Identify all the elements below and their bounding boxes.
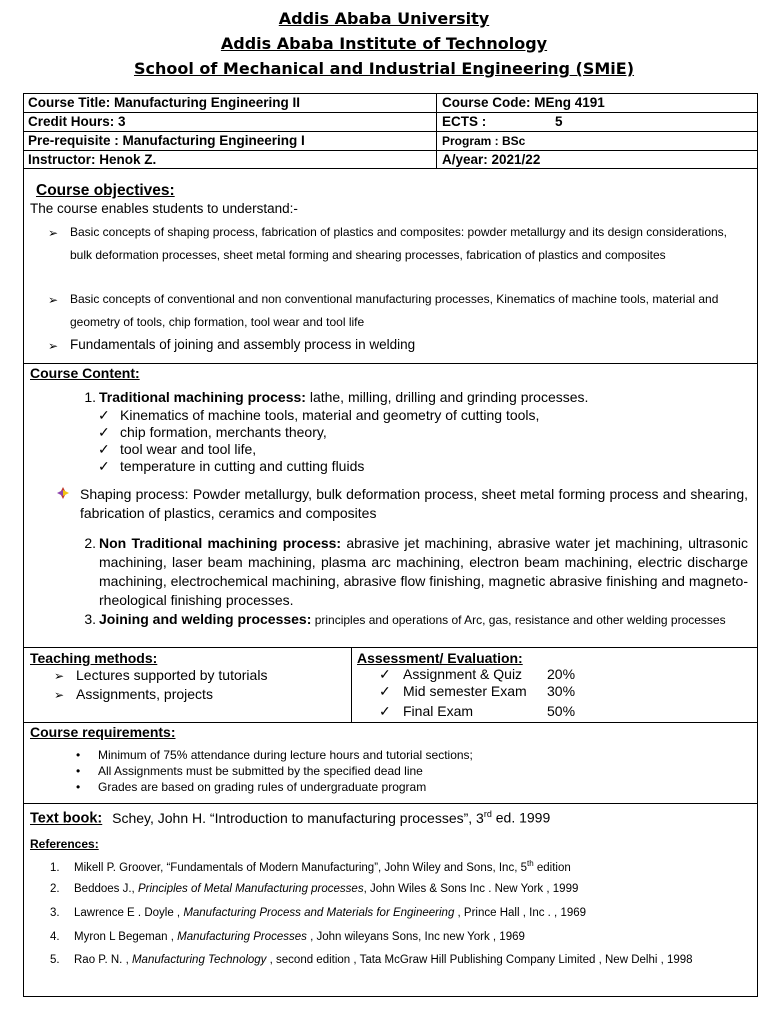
content-item-2 [76, 534, 748, 610]
reference-item: 4. Myron L Begeman , Manufacturing Processes , John wileyans Sons, Inc new York , 1969 [50, 931, 525, 943]
arrow-bullet-icon: ➢ [48, 339, 59, 353]
objectives-title: Course objectives: [36, 182, 175, 199]
check-icon: ✓ [379, 703, 391, 719]
assessment-list [379, 666, 575, 720]
assessment-item: ✓ Final Exam 50% [379, 703, 576, 719]
objective-item: Fundamentals of joining and assembly process in welding [70, 337, 416, 352]
check-icon: ✓ [98, 458, 110, 474]
arrow-bullet-icon: ➢ [54, 669, 65, 683]
list-item: • Minimum of 75% attendance during lecture hours and tutorial sections; [76, 747, 473, 763]
check-item: ✓ tool wear and tool life, [98, 441, 257, 457]
textbook-label: Text book: [30, 810, 103, 827]
references-section [23, 803, 758, 997]
reference-item: 1. Mikell P. Groover, “Fundamentals of Modern Manufacturing”, John Wiley and Sons, Inc, 5th edition [50, 859, 571, 874]
assessment-title: Assessment/ Evaluation: [357, 650, 523, 666]
program: Program : BSc [442, 134, 526, 148]
arrow-bullet-icon: ➢ [48, 226, 59, 240]
reference-item: 2. Beddoes J., Principles of Metal Manufacturing processes, John Wiles & Sons Inc . New York , 1999 [50, 883, 579, 895]
item-heading: Non Traditional machining process: [99, 535, 342, 551]
arrow-bullet-icon: ➢ [54, 688, 65, 702]
item-text: lathe, milling, drilling and grinding processes. [305, 389, 589, 405]
instructor: Instructor: Henok Z. [28, 152, 157, 167]
arrow-bullet-icon: ➢ [48, 293, 59, 307]
course-code: Course Code: MEng 4191 [442, 95, 605, 110]
check-list [98, 407, 539, 475]
list-item: • All Assignments must be submitted by the specified dead line [76, 763, 473, 779]
textbook-text: Schey, John H. “Introduction to manufacturing processes”, 3 [112, 809, 484, 826]
check-item: ✓ Kinematics of machine tools, material and geometry of cutting tools, [98, 407, 540, 423]
reference-item: 3. Lawrence E . Doyle , Manufacturing Process and Materials for Engineering , Prince Hall , Inc . , 1969 [50, 907, 587, 919]
objectives-section [23, 168, 758, 364]
course-content-section [23, 363, 758, 648]
requirements-title: Course requirements: [30, 724, 176, 740]
check-icon: ✓ [98, 407, 110, 423]
shaping-process-text: Shaping process: Powder metallurgy, bulk deformation process, sheet metal forming process and shearing, fabrication of plastics, ceramics and composites [80, 486, 748, 521]
content-item-1 [76, 388, 748, 407]
prerequisite: Pre-requisite : Manufacturing Engineering I [28, 133, 305, 148]
column-divider [351, 648, 352, 722]
teaching-list [54, 666, 267, 704]
requirements-list [76, 747, 473, 795]
item-heading: Joining and welding processes: [99, 611, 312, 627]
check-icon: ✓ [379, 683, 391, 699]
teaching-assessment-table [23, 647, 758, 723]
check-icon: ✓ [98, 441, 110, 457]
assessment-item: ✓ Assignment & Quiz 20% [379, 666, 576, 682]
objectives-intro: The course enables students to understand:- [30, 201, 298, 216]
course-info-table [23, 93, 758, 169]
document-header [0, 6, 768, 81]
assessment-item: ✓ Mid semester Exam 30% [379, 683, 576, 699]
ects-label: ECTS : [442, 114, 487, 129]
item-heading: Traditional machining process: [99, 389, 306, 405]
info-row [24, 113, 757, 132]
info-row [24, 132, 757, 151]
list-item: ➢ Lectures supported by tutorials [54, 667, 268, 683]
content-title: Course Content: [30, 365, 140, 381]
item-number: 2. [84, 535, 96, 551]
check-icon: ✓ [379, 666, 391, 682]
item-number: 1. [84, 389, 96, 405]
list-item: • Grades are based on grading rules of undergraduate program [76, 779, 473, 795]
item-text: abrasive jet machining, abrasive water jet machining, ultrasonic machining, laser beam machining, plasma arc machining, electron beam machining, electric discharge machining, electrochemical machining, abrasive flow finishing, magnetic abrasive finishing and magneto-rheological finishing processes. [99, 535, 748, 608]
list-item: ➢ Assignments, projects [54, 686, 213, 702]
check-icon: ✓ [98, 424, 110, 440]
ects-value: 5 [555, 114, 563, 129]
institute-name: Addis Ababa Institute of Technology [220, 34, 548, 53]
credit-hours: Credit Hours: 3 [28, 114, 126, 129]
requirements-section [23, 722, 758, 804]
teaching-title: Teaching methods: [30, 650, 158, 666]
info-row [24, 94, 757, 113]
academic-year: A/year: 2021/22 [442, 152, 541, 167]
course-title: Course Title: Manufacturing Engineering II [28, 95, 301, 110]
reference-item: 5. Rao P. N. , Manufacturing Technology , second edition , Tata McGraw Hill Publishing Company Limited , New Delhi , 1998 [50, 954, 693, 966]
textbook-line: Text book: Schey, John H. “Introduction to manufacturing processes”, 3rd ed. 1999 [30, 809, 551, 827]
check-item: ✓ chip formation, merchants theory, [98, 424, 327, 440]
university-name: Addis Ababa University [278, 9, 490, 28]
item-number: 3. [84, 611, 96, 627]
check-item: ✓ temperature in cutting and cutting fluids [98, 458, 365, 474]
item-text: principles and operations of Arc, gas, resistance and other welding processes [311, 613, 726, 627]
references-title: References: [30, 837, 99, 851]
objective-item: Basic concepts of shaping process, fabrication of plastics and composites: powder metallurgy and its design considerations, bulk deformation processes, sheet metal forming and shearing processes, fabrication of plastics and composites [70, 225, 728, 262]
content-item-3 [76, 610, 748, 630]
diamond-bullet-icon [56, 486, 70, 498]
school-name: School of Mechanical and Industrial Engineering (SMiE) [133, 59, 635, 78]
objective-item: Basic concepts of conventional and non conventional manufacturing processes, Kinematics of machine tools, material and geometry of tools, chip formation, tool wear and tool life [70, 292, 719, 329]
